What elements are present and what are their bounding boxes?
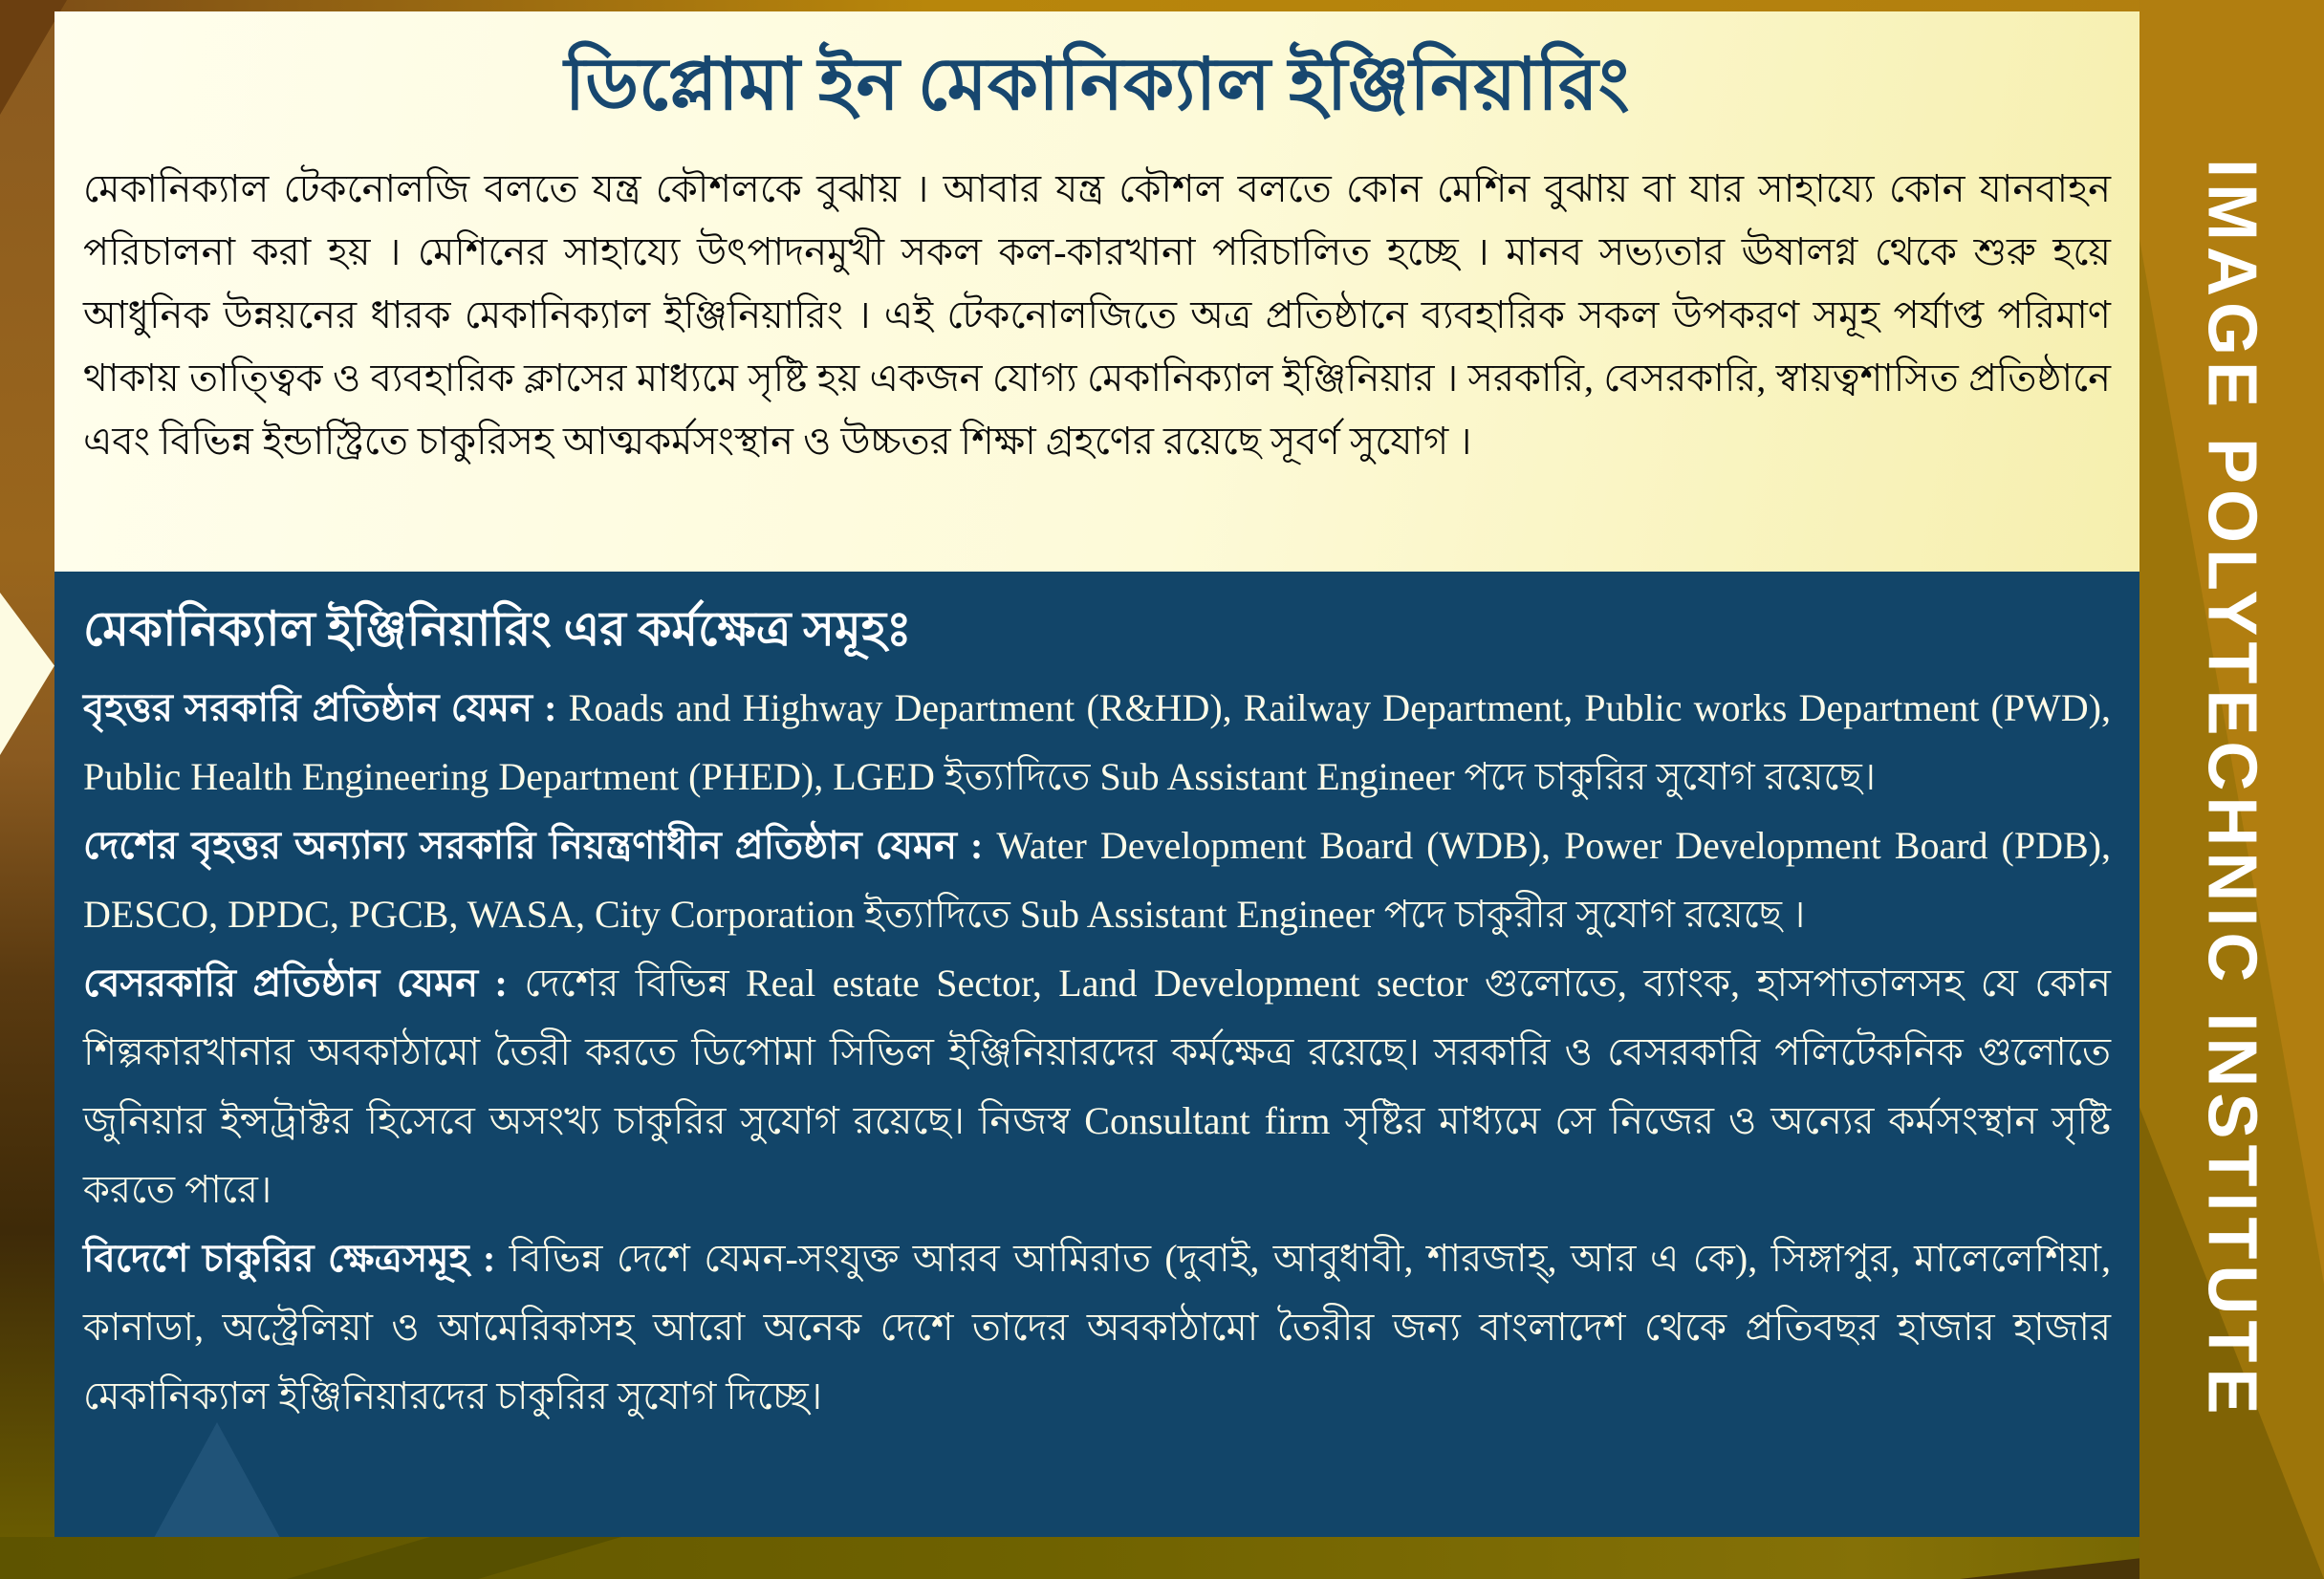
intro-paragraph: মেকানিক্যাল টেকনোলজি বলতে যন্ত্র কৌশলকে বুঝায় । আবার যন্ত্র কৌশল বলতে কোন মেশিন বুঝায় বা যার সাহায্যে কোন যানবাহন পরিচালনা করা হয় । মেশিনের সাহায্যে উৎপাদনমুখী সকল কল-কারখানা পরিচালিত হচ্ছে । মানব সভ্যতার ঊষালগ্ন থেকে শুরু হয়ে আধুনিক উন্নয়নের ধারক মেকানিক্যাল ইঞ্জিনিয়ারিং । এই টেকনোলজিতে অত্র প্রতিষ্ঠানে ব্যবহারিক সকল উপকরণ সমূহ পর্যাপ্ত পরিমাণ থাকায় তাত্ত্বিক ও ব্যবহারিক ক্লাসের মাধ্যমে সৃষ্টি হয় একজন যোগ্য মেকানিক্যাল ইঞ্জিনিয়ার । সরকারি, বেসরকারি, স্বায়ত্বশাসিত প্রতিষ্ঠানে এবং বিভিন্ন ইন্ডাস্ট্রিতে চাকুরিসহ আত্মকর্মসংস্থান ও উচ্চতর শিক্ষা গ্রহণের রয়েছে সূবর্ণ সুযোগ । <box>83 167 2111 463</box>
sector-item-lead: বৃহত্তর সরকারি প্রতিষ্ঠান যেমন : <box>83 686 557 729</box>
sector-item-text: বিভিন্ন দেশে যেমন-সংযুক্ত আরব আমিরাত (দুবাই, আবুধাবী, শারজাহ্, আর এ কে), সিঙ্গাপুর, মালেলেশিয়া, কানাডা, অস্ট্রেলিয়া ও আমেরিকাসহ আরো অনেক দেশে তাদের অবকাঠামো তৈরীর জন্য বাংলাদেশ থেকে প্রতিবছর হাজার হাজার মেকানিক্যাল ইঞ্জিনিয়ারদের চাকুরির সুযোগ দিচ্ছে। <box>83 1237 2111 1417</box>
institute-name-vertical: IMAGE POLYTECHNIC INSTITUTE <box>2193 159 2270 1420</box>
sectors-heading: মেকানিক্যাল ইঞ্জিনিয়ারিং এর কর্মক্ষেত্র সমূহঃ <box>83 602 912 656</box>
sector-item-lead: দেশের বৃহত্তর অন্যান্য সরকারি নিয়ন্ত্রণাধীন প্রতিষ্ঠান যেমন : <box>83 824 984 867</box>
sector-item-text: Water Development Board (WDB), Power Development Board (PDB), DESCO, DPDC, PGCB, WASA, City Corporation ইত্যাদিতে Sub Assistant Engineer পদে চাকুরীর সুযোগ রয়েছে । <box>83 824 2111 936</box>
sector-item-text: Roads and Highway Department (R&HD), Railway Department, Public works Department (PWD), Public Health Engineering Department (PHED), LGED ইত্যাদিতে Sub Assistant Engineer পদে চাকুরির সুযোগ রয়েছে। <box>83 686 2112 798</box>
institute-banner <box>2139 0 2324 1579</box>
sector-item-government-controlled <box>83 811 2111 949</box>
chevron-watermark <box>54 1422 538 1537</box>
intro-panel <box>54 11 2139 572</box>
sector-item-private <box>83 949 2111 1224</box>
career-sectors-panel <box>54 572 2139 1537</box>
content-area <box>54 11 2139 1537</box>
sector-item-government <box>83 674 2111 811</box>
sector-item-lead: বেসরকারি প্রতিষ্ঠান যেমন : <box>83 962 508 1005</box>
frame-left-strip <box>0 0 54 1579</box>
sector-item-lead: বিদেশে চাকুরির ক্ষেত্রসমূহ : <box>83 1237 496 1280</box>
frame-top-strip <box>0 0 2324 11</box>
sector-item-text: দেশের বিভিন্ন Real estate Sector, Land Development sector গুলোতে, ব্যাংক, হাসপাতালসহ যে কোন শিল্পকারখানার অবকাঠামো তৈরী করতে ডিপোমা সিভিল ইঞ্জিনিয়ারদের কর্মক্ষেত্র রয়েছে। সরকারি ও বেসরকারি পলিটেকনিক গুলোতে জুনিয়ার ইন্সট্রাক্টর হিসেবে অসংখ্য চাকুরির সুযোগ রয়েছে। নিজস্ব Consultant firm সৃষ্টির মাধ্যমে সে নিজের ও অন্যের কর্মসংস্থান সৃষ্টি করতে পারে। <box>83 962 2111 1211</box>
sector-item-abroad <box>83 1224 2111 1431</box>
page-title: ডিপ্লোমা ইন মেকানিক্যাল ইঞ্জিনিয়ারিং <box>564 45 1630 125</box>
